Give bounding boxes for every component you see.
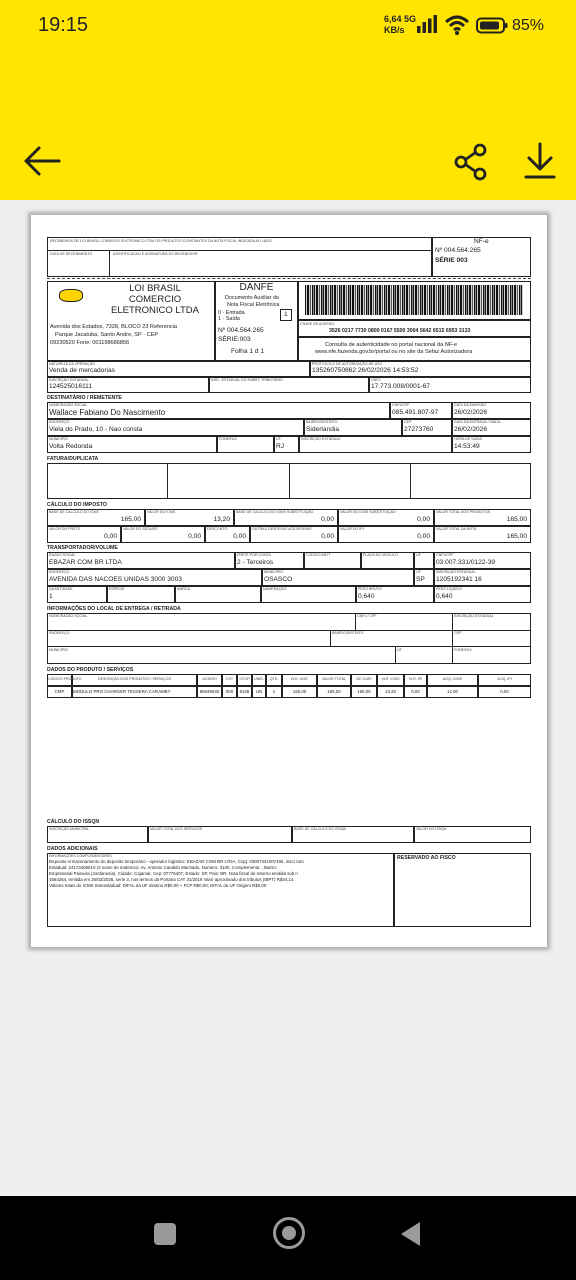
ent-name-label: NOME/RAZÃO SOCIAL [49,614,88,618]
icms: 13,20 [213,516,230,523]
outras-label: OUTRAS DESPESAS ACESSÓRIAS [252,527,312,531]
ipi: 0,00 [417,533,430,540]
product-header-label: CST [225,677,234,681]
navigation-bar [0,1196,576,1280]
battery-icon [476,17,508,34]
product-header-label: VLR. UNIT. [290,677,309,681]
bc-icms: 165,00 [120,516,141,523]
company-logo [59,289,83,302]
emission: 26/02/2026 [454,409,488,416]
danfe-type: 1 [284,311,288,318]
entrega-col-divider [452,613,453,630]
receipt-date-label: DATA DE RECEBIMENTO [50,252,93,256]
transp-ie: 1205192341 16 [436,576,482,583]
district-label: BAIRRO/DISTRITO [306,420,338,424]
network-speed [384,14,416,36]
company-address-1: Avenida dos Estados, 7328, BLOCO 23 Referencia [50,324,178,330]
product-header-label: ALÍQ. IPI [497,677,512,681]
signal-icon [416,15,438,33]
address: Viela do Prado, 10 - Nao consta [49,426,143,433]
city: Volta Redonda [49,443,93,450]
fatura-divider [289,463,290,499]
consult-text-2: www.nfe.fazenda.gov.br/portal ou no site da Sefaz Autorizadora [315,349,473,355]
product-cell-value: 165,00 [327,689,341,694]
dest-cpf: 085.491.807-97 [392,409,439,416]
exit-time: 14:53:49 [454,443,480,450]
antt-label: CÓDIGO ANTT [306,553,331,557]
receipt-text: RECEBEMOS DE LOI BRASIL COMERCIO ELETRONICO LTDA OS PRODUTOS CONSTANTES DA NOTA FISCAL INDICADA AO LADO [50,239,272,243]
product-cell-value: 12,00 [447,689,458,694]
qtd-label: QUANTIDADE [49,587,73,591]
peso-liq: 0,640 [436,593,453,600]
icms-label: VALOR DO ICMS [147,510,176,514]
especie-label: ESPÉCIE [109,587,125,591]
ie-dest-label: INSCRIÇÃO ESTADUAL [301,437,341,441]
battery-percent: 85% [512,17,545,34]
frete-por-label: FRETE POR CONTA [237,553,271,557]
issqn-val-label: VALOR DO ISSQN [416,827,447,831]
entrega-col-divider [355,613,356,630]
issqn-im-label: INSCRIÇÃO MUNICIPAL [49,827,90,831]
adic-label: INFORMAÇÕES COMPLEMENTARES [49,854,112,858]
transp-addr: AVENIDA DAS NACOES UNIDAS 3000 3003 [49,576,182,583]
ie: 124525016111 [49,383,93,390]
document-viewer[interactable] [0,200,576,1196]
exit-time-label: HORA DE SAÍDA [454,437,482,441]
transp-ie-label: INSCRIÇÃO ESTADUAL [436,570,476,574]
icms-st-label: VALOR DO ICMS SUBSTITUIÇÃO [340,510,396,514]
peso-bruto-label: PESO BRUTO [358,587,382,591]
uf2-label: UF [416,553,421,557]
transp-cnpj-label: CNPJ/CPF [436,553,454,557]
transp-section-title: TRANSPORTADOR/VOLUME [47,545,118,551]
product-cell-value: 85049040 [199,689,220,694]
entrega-section-title: INFORMAÇÕES DO LOCAL DE ENTREGA / RETIRADA [47,606,181,612]
ie-label: INSCRIÇÃO ESTADUAL [49,378,89,382]
nfe-number: Nº 004.564.265 [435,247,481,254]
frete: 0,00 [104,533,117,540]
icms-st: 0,00 [417,516,430,523]
uf-label: UF [276,437,281,441]
cep-label: CEP [404,420,412,424]
district: Siderlandia [306,426,339,433]
clock: 19:15 [38,14,89,36]
entrega-col-divider [452,647,453,664]
product-cell-value: 1 [272,689,276,694]
product-header-label: QTD. [269,677,279,681]
danfe-saida: 1 · Saída [218,316,240,322]
product-header-label: BC ICMS [356,677,372,681]
desconto: 0,00 [233,533,246,540]
bc-st: 0,00 [321,516,334,523]
issqn-section-title: CÁLCULO DO ISSQN [47,819,100,825]
adic-text-1: Deposito Armazenamento do deposito temporário - operador logístico: EBAZAR COM BR LTDA, Cnpj: 03007331007406, inscr tom [49,859,304,864]
danfe-title: DANFE [239,282,274,293]
wifi-icon [444,14,470,36]
product-header-label: CFOP [239,677,250,681]
protocol: 135260750862 26/02/2026 14:53:52 [312,367,419,374]
home-icon[interactable] [273,1217,305,1249]
status-bar [0,0,576,55]
entrega-col-divider [452,630,453,647]
transp-uf-label: UF [416,570,421,574]
reservado-box [394,853,531,927]
transp-cnpj: 03.007.331/0122-39 [436,559,496,566]
ent-addr-label: ENDEREÇO [49,631,70,635]
cnpj-label: CNPJ [371,378,381,382]
fatura-section-title: FATURA/DUPLICATA [47,456,99,462]
desconto-label: DESCONTO [207,527,228,531]
product-header-label: UNID. [254,677,264,681]
download-icon[interactable] [520,141,560,181]
transp-name-label: RAZÃO SOCIAL [49,553,76,557]
product-header-label: VALOR TOTAL [321,677,347,681]
transp-city-label: MUNICÍPIO [264,570,283,574]
ent-ie-label: INSCRIÇÃO ESTADUAL [454,614,494,618]
back-arrow-icon[interactable] [22,143,62,179]
nfe-label: NF-e [474,238,489,245]
adic-text-4: 4564264, emitida em 26/02/2026, serie 3, nos termos da Portaria CAT 31/2019 Valor aproximado dos tributos (IBPT) R$44,14. [49,877,295,882]
access-key: 3526 0217 7730 0800 0167 5500 3004 5642 6515 6953 3133 [329,328,471,334]
uf: RJ [276,443,285,450]
seguro-label: VALOR DO SEGURO [123,527,158,531]
transp-name: EBAZAR COM BR LTDA [49,559,122,566]
exit-date: 26/02/2026 [454,426,488,433]
adic-text-3: Empresarial Paineira (Jordanesia), Cidade: Cajamar, Cep: 07776407, Estado: SP, Pais: BR. Nota fiscal de retorno emitida sob n [49,871,298,876]
product-cell-value: 13,20 [385,689,396,694]
emission-label: DATA DA EMISSÃO [454,403,487,407]
peso-liq-label: PESO LÍQUIDO [436,587,462,591]
ent-cep-label: CEP [454,631,462,635]
ent-uf-label: UF [397,648,402,652]
product-header-label: DESCRIÇÃO DOS PRODUTOS / SERVIÇOS [98,677,171,681]
access-key-label: CHAVE DE ACESSO [300,322,334,326]
product-cell-value: UN [255,689,263,694]
product-header-label: ALÍQ. ICMS [442,677,463,681]
marca-label: MARCA [177,587,190,591]
seguro: 0,00 [188,533,201,540]
peso-bruto: 0,640 [358,593,375,600]
cnpj: 17.773.008/0001-67 [371,383,431,390]
dest-name-label: NOME/RAZÃO SOCIAL [49,403,88,407]
ent-city-label: MUNICÍPIO [49,648,68,652]
total-nota: 165,00 [506,533,527,540]
entrega-col-divider [330,630,331,647]
cep: 27273760 [404,426,434,433]
product-cell-value: 6106 [239,689,250,694]
ent-phone-label: FONE/FAX [454,648,472,652]
nature: Venda de mercadorias [49,367,115,374]
product-cell-value: 165,00 [357,689,371,694]
receipt-sign-label: IDENTIFICACAO E ASSINATURA DO RECEBEDOR [113,252,198,256]
back-triangle-icon[interactable] [398,1220,422,1248]
company-address-3: 09230520 Fone: 001198686856 [50,340,130,346]
product-header-label: CÓDIGO PRODUTO [48,677,82,681]
issqn-bc-label: BASE DE CÁLCULO DO ISSQN [294,827,347,831]
phone-label: FONE/FAX [219,437,237,441]
danfe-entrada: 0 · Entrada [218,310,245,316]
danfe-serie: SÉRIE:003 [218,336,251,343]
frete-label: VALOR DO FRETE [49,527,81,531]
total-nota-label: VALOR TOTAL DA NOTA [436,527,477,531]
ipi-label: VALOR DO IPI [340,527,364,531]
product-cell-value: 000 [225,689,234,694]
frete-por: 2 - Terceiros [237,559,274,566]
company-name-line2: COMERCIO [128,294,182,305]
share-icon[interactable] [452,143,490,181]
fatura-divider [167,463,168,499]
product-header-label: VLR. IPI [408,677,423,681]
danfe-page [31,215,547,947]
adic-section-title: DADOS ADICIONAIS [47,846,98,852]
calc-section-title: CÁLCULO DO IMPOSTO [47,502,107,508]
danfe-subtitle-1: Documento Auxiliar da [225,295,279,301]
recent-apps-icon[interactable] [154,1223,176,1245]
network-speed-value: 6,64 5G [384,14,417,24]
fatura-divider [410,463,411,499]
product-header-label: NCM/SH [202,677,217,681]
dest-cpf-label: CNPJ/CPF [392,403,410,407]
product-cell-value: 0,00 [500,689,509,694]
product-cell-value: CMP [54,689,65,694]
total-prod-label: VALOR TOTAL DOS PRODUTOS [436,510,491,514]
city-label: MUNICÍPIO [49,437,68,441]
bc-st-label: BASE DE CÁLCULO DO ICMS SUBSTITUIÇÃO [236,510,314,514]
total-prod: 165,00 [506,516,527,523]
app-bar [0,55,576,200]
transp-city: OSASCO [264,576,293,583]
product-cell-value: 0,00 [411,689,420,694]
bc-icms-label: BASE DE CÁLCULO DO ICMS [49,510,99,514]
ent-cnpj-label: CNPJ / CPF [357,614,377,618]
outras: 0,00 [321,533,334,540]
address-label: ENDEREÇO [49,420,70,424]
adic-text-5: Valores totais do ICMS Interestadual: DIFAL da UF destino R$0,00 + FCP R$0,00; DIFAL da UF Origem R$0,00 [49,883,267,888]
numeracao-label: NUMERAÇÃO [263,587,287,591]
reservado-label: RESERVADO AO FISCO [397,855,456,861]
transp-addr-label: ENDEREÇO [49,570,70,574]
nfe-serie: SÉRIE 003 [435,257,468,264]
company-name-line3: ELETRONICO LTDA [111,305,199,316]
product-header-label: VLR. ICMS [381,677,400,681]
nature-label: NATUREZA DA OPERAÇÃO [49,362,96,366]
network-speed-unit: KB/s [384,25,405,35]
issqn-total-label: VALOR TOTAL DOS SERVIÇOS [150,827,203,831]
company-address-2: Parque Jacatuba, Santo Andre, SP · CEP [55,332,159,338]
exit-date-label: DATA DA ENTRADA / SAÍDA [454,420,501,424]
products-section-title: DADOS DO PRODUTO / SERVIÇOS [47,667,134,673]
danfe-subtitle-2: Nota Fiscal Eletrônica [227,302,280,308]
adic-text-2: Estadual: 24173406510 (3 nome de endereco: Av. Antonio Candido Machado, Numero: 3100, Complemento: , Bairro: [49,865,278,870]
dest-section-title: DESTINATÁRIO / REMETENTE [47,395,122,401]
cut-line [47,278,531,279]
product-cell-value: 165,00 [292,689,307,694]
danfe-document [47,237,531,927]
ie-st-label: INSC. ESTADUAL DO SUBST. TRIBUTÁRIO [211,378,283,382]
entrega-col-divider [395,647,396,664]
company-name-line1: LOI BRASIL [129,283,181,294]
protocol-label: PROTOCOLO DE AUTORIZAÇÃO DE USO [312,362,383,366]
consult-text-1: Consulta de autenticidade no portal nacional da NF-e [325,342,458,348]
placa-label: PLACA DO VEÍCULO [363,553,398,557]
barcode [305,285,523,315]
transp-uf: SP [416,576,425,583]
product-cell-value: MODULO PRO CHARGER TESSERA CARAMBY [73,689,171,694]
danfe-number: Nº 004.564.265 [218,327,264,334]
ent-district-label: BAIRRO/DISTRITO [332,631,364,635]
danfe-folha: Folha 1 d 1 [231,348,264,355]
dest-name: Wallace Fabiano Do Nascimento [49,408,166,417]
qtd: 1 [49,593,53,600]
